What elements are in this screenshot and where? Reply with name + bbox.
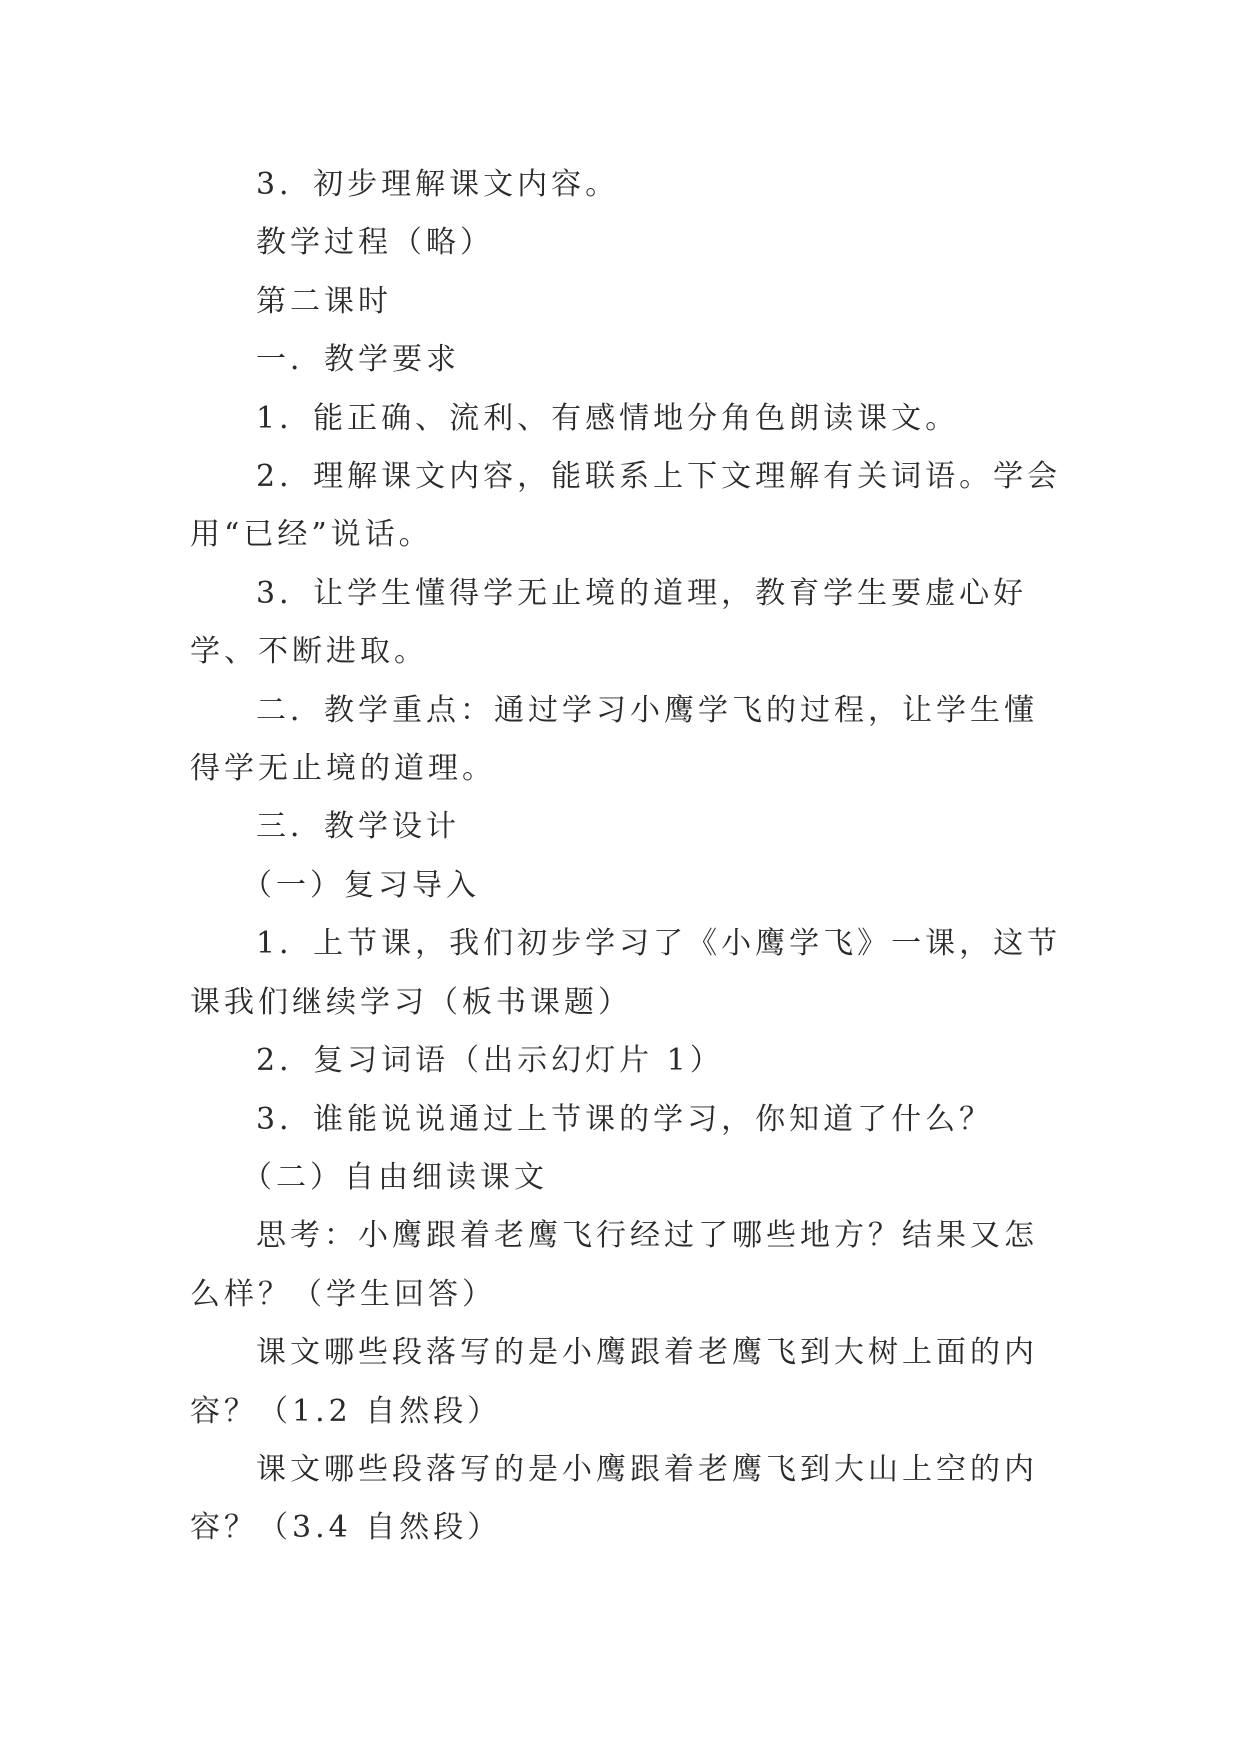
paragraph-requirement-3: 3．让学生懂得学无止境的道理，教育学生要虚心好学、不断进取。: [190, 575, 1028, 670]
paragraph-teaching-process: 教学过程（略）: [256, 225, 494, 261]
heading-teaching-requirements: 一．教学要求: [256, 342, 460, 378]
heading-teaching-design: 三．教学设计: [256, 809, 460, 845]
paragraph-review-1: 1．上节课，我们初步学习了《小鹰学飞》一课，这节课我们继续学习（板书课题）: [190, 926, 1062, 1020]
heading-review-intro: （一）复习导入: [242, 867, 480, 903]
document-body: [190, 156, 1070, 1558]
paragraph-question-mountain: 课文哪些段落写的是小鹰跟着老鹰飞到大山上空的内容？（3.4 自然段）: [190, 1451, 1038, 1546]
paragraph-second-lesson: 第二课时: [256, 283, 392, 319]
paragraph-review-2: 2．复习词语（出示幻灯片 1）: [256, 1043, 724, 1079]
paragraph-requirement-1: 1．能正确、流利、有感情地分角色朗读课文。: [256, 400, 960, 436]
heading-free-reading: （二）自由细读课文: [242, 1159, 548, 1195]
paragraph-question-tree: 课文哪些段落写的是小鹰跟着老鹰飞到大树上面的内容？（1.2 自然段）: [190, 1335, 1038, 1429]
paragraph-requirement-2: 2．理解课文内容，能联系上下文理解有关词语。学会用“已经”说话。: [190, 459, 1062, 553]
paragraph-think-question: 思考：小鹰跟着老鹰飞行经过了哪些地方？结果又怎么样？（学生回答）: [190, 1218, 1038, 1312]
paragraph-review-3: 3．谁能说说通过上节课的学习，你知道了什么？: [256, 1101, 994, 1137]
paragraph-objective-3: 3．初步理解课文内容。: [256, 167, 620, 202]
paragraph-teaching-focus: 二．教学重点：通过学习小鹰学飞的过程，让学生懂得学无止境的道理。: [190, 692, 1038, 787]
